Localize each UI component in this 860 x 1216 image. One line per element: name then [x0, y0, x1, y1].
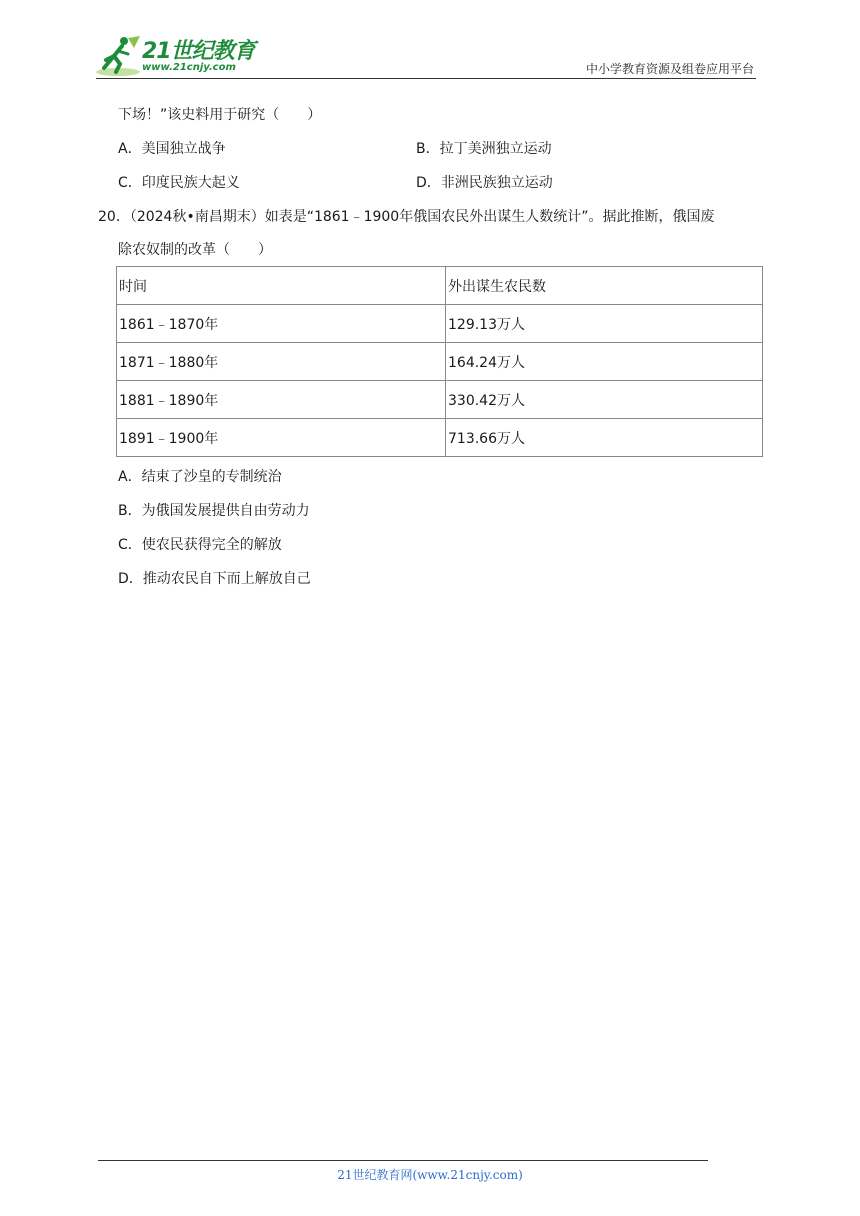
q20-option-a[interactable]: A．结束了沙皇的专制统治 — [118, 469, 282, 485]
table-row — [117, 343, 763, 381]
platform-name: 中小学教育资源及组卷应用平台 — [585, 62, 754, 76]
footer-divider — [98, 1160, 708, 1161]
logo-url: www.21cnjy.com — [142, 62, 236, 73]
table-header-row — [117, 267, 763, 305]
table-cell: 1861﹣1870年 — [117, 305, 446, 343]
header-divider — [96, 78, 756, 79]
table-cell: 713.66万人 — [446, 419, 763, 457]
emigration-table — [116, 266, 763, 457]
table-row — [117, 381, 763, 419]
table-header-cell: 时间 — [117, 267, 446, 305]
q19-option-c[interactable]: C．印度民族大起义 — [118, 175, 240, 191]
site-logo[interactable] — [94, 34, 264, 78]
table-cell: 129.13万人 — [446, 305, 763, 343]
footer-link[interactable]: 21世纪教育网(www.21cnjy.com) — [337, 1168, 523, 1182]
question-20-stem-cont: 除农奴制的改革（ ） — [118, 242, 272, 258]
table-cell: 164.24万人 — [446, 343, 763, 381]
q19-option-a[interactable]: A．美国独立战争 — [118, 141, 226, 157]
table-header-cell: 外出谋生农民数 — [446, 267, 763, 305]
q19-option-b[interactable]: B．拉丁美洲独立运动 — [416, 141, 552, 157]
q20-option-d[interactable]: D．推动农民自下而上解放自己 — [118, 571, 311, 587]
runner-logo-icon — [94, 34, 142, 78]
table-row — [117, 419, 763, 457]
table-row — [117, 305, 763, 343]
table-cell: 1881﹣1890年 — [117, 381, 446, 419]
table-cell: 330.42万人 — [446, 381, 763, 419]
question-20-stem: 20．（2024秋•南昌期末）如表是“1861﹣1900年俄国农民外出谋生人数统计”。据此推断，俄国废 — [98, 209, 715, 225]
table-cell: 1891﹣1900年 — [117, 419, 446, 457]
question-19-stem-end: 下场！”该史料用于研究（ ） — [118, 107, 322, 123]
q20-option-c[interactable]: C．使农民获得完全的解放 — [118, 537, 282, 553]
page-header — [0, 0, 860, 80]
table-cell: 1871﹣1880年 — [117, 343, 446, 381]
logo-wordmark: 21世纪教育 — [142, 39, 255, 64]
q20-option-b[interactable]: B．为俄国发展提供自由劳动力 — [118, 503, 310, 519]
q19-option-d[interactable]: D．非洲民族独立运动 — [416, 175, 553, 191]
